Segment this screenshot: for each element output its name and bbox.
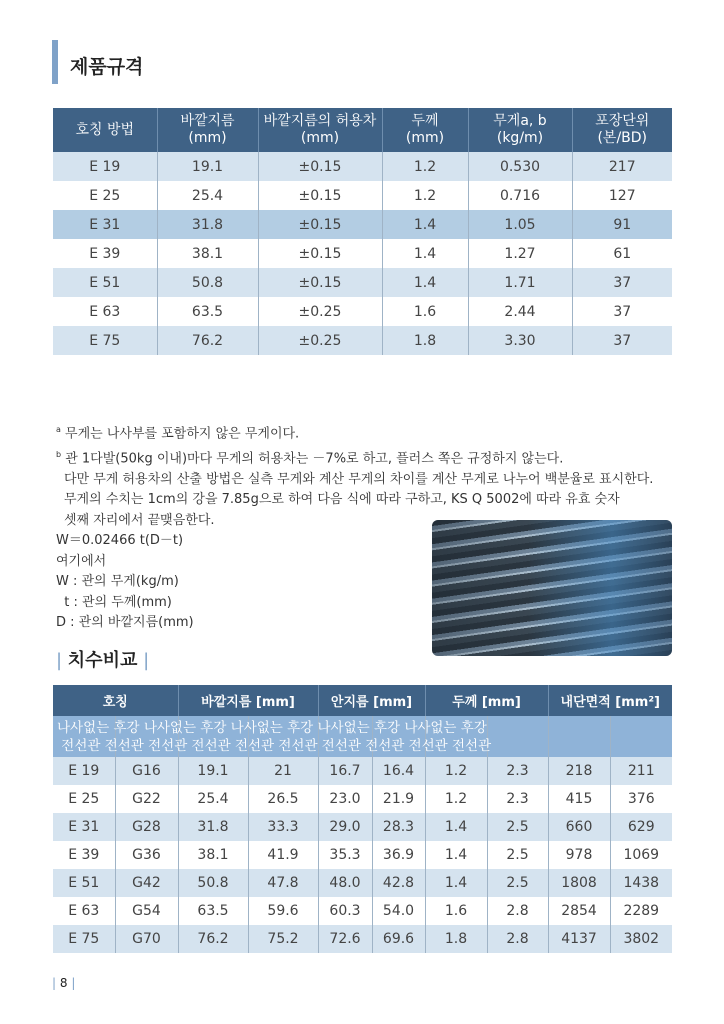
table-cell: G16	[115, 757, 178, 785]
formula-w: W : 관의 무게(kg/m)	[56, 574, 179, 590]
table-cell: 60.3	[318, 897, 372, 925]
table-cell: 2.44	[468, 297, 572, 326]
table-cell: 25.4	[157, 181, 258, 210]
table-cell: 37	[572, 268, 672, 297]
section-title-compare-text: 치수비교	[67, 650, 138, 671]
table-cell: 63.5	[178, 897, 248, 925]
compare-header: 안지름 [mm]	[318, 685, 425, 716]
table-row	[53, 869, 672, 897]
spec-header	[258, 108, 382, 152]
table-cell: 37	[572, 297, 672, 326]
table-row	[53, 785, 672, 813]
table-cell: 2.3	[487, 785, 548, 813]
table-cell: E 51	[68, 875, 100, 891]
table-cell: 38.1	[157, 239, 258, 268]
table-cell: 1.6	[425, 897, 487, 925]
table-cell: ±0.25	[258, 326, 382, 355]
conduit-pipes-photo	[432, 520, 672, 656]
table-cell: 61	[572, 239, 672, 268]
note-a-text: 무게는 나사부를 포함하지 않은 무게이다.	[65, 426, 300, 442]
table-cell: 21	[248, 757, 318, 785]
table-cell: 0.530	[468, 152, 572, 181]
page-number: | 8 |	[52, 976, 76, 990]
table-cell: E 51	[89, 274, 121, 291]
table-cell: 28.3	[372, 813, 425, 841]
section-accent-bar	[52, 40, 58, 84]
table-row	[53, 326, 672, 355]
table-cell: 3.30	[468, 326, 572, 355]
table-cell: 33.3	[248, 813, 318, 841]
note-a	[56, 420, 653, 445]
note-b-line2: 다만 무게 허용차의 산출 방법은 실측 무게와 계산 무게의 차이를 계산 무게로 나누어 백분율로 표시한다.	[64, 471, 654, 487]
table-cell: 1069	[610, 841, 672, 869]
table-cell: 1.8	[425, 925, 487, 953]
table-cell: 38.1	[178, 841, 248, 869]
compare-header: 바깥지름 [mm]	[178, 685, 318, 716]
table-row	[53, 268, 672, 297]
table-cell: 1438	[610, 869, 672, 897]
spec-header-label: 호칭 방법	[75, 121, 135, 138]
table-cell: 59.6	[248, 897, 318, 925]
table-cell: 31.8	[178, 813, 248, 841]
spec-header-label: 포장단위	[595, 113, 650, 129]
table-cell: E 75	[68, 931, 100, 947]
subheader-text	[57, 719, 491, 755]
note-b-line4: 셋째 자리에서 끝맺음한다.	[64, 512, 215, 528]
table-cell: G36	[115, 841, 178, 869]
table-cell: 35.3	[318, 841, 372, 869]
table-cell: 1808	[548, 869, 610, 897]
table-cell: E 39	[89, 245, 121, 262]
table-cell: 1.2	[425, 785, 487, 813]
subheader-line2: 전선관 전선관 전선관 전선관 전선관 전선관 전선관 전선관 전선관 전선관	[57, 738, 492, 754]
table-cell: ±0.15	[258, 239, 382, 268]
table-cell: E 63	[68, 903, 100, 919]
table-row	[53, 181, 672, 210]
table-cell: G28	[115, 813, 178, 841]
table-cell: 72.6	[318, 925, 372, 953]
table-cell: 26.5	[248, 785, 318, 813]
table-cell: 3802	[610, 925, 672, 953]
compare-header: 내단면적 [mm²]	[548, 685, 672, 716]
table-cell: G70	[115, 925, 178, 953]
table-cell: 69.6	[372, 925, 425, 953]
table-cell: E 75	[89, 332, 121, 349]
table-row	[53, 841, 672, 869]
table-cell: 1.6	[382, 297, 468, 326]
table-cell: E 25	[89, 187, 121, 204]
table-cell: 54.0	[372, 897, 425, 925]
table-cell: 2.5	[487, 813, 548, 841]
formula-where: 여기에서	[56, 553, 107, 569]
table-cell: 21.9	[372, 785, 425, 813]
section-title-compare: | 치수비교 |	[56, 650, 150, 671]
table-cell: 1.4	[425, 869, 487, 897]
page-number-text: 8	[59, 976, 68, 990]
table-cell: 978	[548, 841, 610, 869]
table-cell: 1.2	[382, 181, 468, 210]
table-row	[53, 152, 672, 181]
table-cell: 47.8	[248, 869, 318, 897]
spec-header	[382, 108, 468, 152]
table-cell: 16.4	[372, 757, 425, 785]
table-cell: 660	[548, 813, 610, 841]
table-row	[53, 210, 672, 239]
note-a-mark: a	[56, 425, 61, 434]
table-cell: 2.3	[487, 757, 548, 785]
table-cell: G22	[115, 785, 178, 813]
table-cell: E 25	[68, 791, 100, 807]
table-cell: 1.27	[468, 239, 572, 268]
table-cell: E 31	[68, 819, 100, 835]
table-cell: 1.4	[382, 268, 468, 297]
weight-formula: W＝0.02466 t(D－t)	[56, 533, 184, 549]
table-cell: 4137	[548, 925, 610, 953]
spec-table	[53, 108, 672, 355]
table-row	[53, 297, 672, 326]
table-cell: 629	[610, 813, 672, 841]
table-cell: 41.9	[248, 841, 318, 869]
table-cell: 218	[548, 757, 610, 785]
note-b-mark: b	[56, 449, 62, 459]
table-cell: E 39	[68, 847, 100, 863]
table-cell: 0.716	[468, 181, 572, 210]
table-cell: E 63	[89, 303, 121, 320]
table-row	[53, 925, 672, 953]
table-cell: 29.0	[318, 813, 372, 841]
spec-header	[468, 108, 572, 152]
spec-header-unit: (본/BD)	[597, 130, 648, 146]
subheader-line1: 나사없는 후강 나사없는 후강 나사없는 후강 나사없는 후강 나사없는 후강	[57, 720, 487, 736]
table-cell: G42	[115, 869, 178, 897]
spec-header-label: 두께	[411, 113, 439, 129]
table-cell: 1.05	[468, 210, 572, 239]
table-cell: 76.2	[157, 326, 258, 355]
table-cell: 2289	[610, 897, 672, 925]
table-cell: 50.8	[178, 869, 248, 897]
table-cell: 1.71	[468, 268, 572, 297]
table-cell: E 31	[89, 216, 121, 233]
note-b	[56, 445, 653, 470]
table-cell: 415	[548, 785, 610, 813]
table-row	[53, 813, 672, 841]
table-cell: 2.8	[487, 925, 548, 953]
table-cell: E 19	[89, 158, 121, 175]
table-cell: 1.4	[425, 841, 487, 869]
note-b-text: 관 1다발(50kg 이내)마다 무게의 허용차는 －7%로 하고, 플러스 쪽은 규정하지 않는다.	[65, 451, 564, 467]
table-cell: ±0.25	[258, 297, 382, 326]
table-cell: 19.1	[157, 152, 258, 181]
table-cell: 2.5	[487, 841, 548, 869]
spec-header-unit: (mm)	[188, 130, 227, 146]
spec-header-label: 바깥지름	[180, 113, 235, 129]
table-cell: ±0.15	[258, 181, 382, 210]
table-cell: 75.2	[248, 925, 318, 953]
table-cell: 19.1	[178, 757, 248, 785]
formula-d: D : 관의 바깥지름(mm)	[56, 615, 194, 631]
note-b-line3: 무게의 수치는 1cm의 강을 7.85g으로 하여 다음 식에 따라 구하고, KS Q 5002에 따라 유효 숫자	[64, 492, 620, 508]
table-cell: 1.4	[425, 813, 487, 841]
compare-header: 두께 [mm]	[425, 685, 548, 716]
table-cell: 76.2	[178, 925, 248, 953]
spec-header	[572, 108, 672, 152]
table-cell: 1.2	[382, 152, 468, 181]
spec-header	[157, 108, 258, 152]
spec-header-label: 바깥지름의 허용차	[263, 113, 377, 129]
table-cell: 16.7	[318, 757, 372, 785]
table-cell: G54	[115, 897, 178, 925]
spec-header-unit: (mm)	[300, 130, 340, 146]
table-cell: 2854	[548, 897, 610, 925]
table-row	[53, 897, 672, 925]
table-cell: 1.4	[382, 210, 468, 239]
table-cell: 127	[572, 181, 672, 210]
spec-header-label: 무게a, b	[493, 113, 547, 129]
table-cell: 50.8	[157, 268, 258, 297]
table-cell: 37	[572, 326, 672, 355]
table-cell: 25.4	[178, 785, 248, 813]
table-cell: 31.8	[157, 210, 258, 239]
spec-header-unit: (mm)	[405, 130, 445, 146]
table-cell: 48.0	[318, 869, 372, 897]
table-cell: ±0.15	[258, 268, 382, 297]
table-cell: 1.2	[425, 757, 487, 785]
table-cell: 2.5	[487, 869, 548, 897]
table-cell: 217	[572, 152, 672, 181]
table-cell: 1.8	[382, 326, 468, 355]
formula-t: t : 관의 두께(mm)	[56, 594, 172, 610]
table-cell: 2.8	[487, 897, 548, 925]
spec-header-unit: (kg/m)	[496, 130, 544, 146]
table-cell: 211	[610, 757, 672, 785]
table-row	[53, 239, 672, 268]
table-row	[53, 757, 672, 785]
table-cell: 23.0	[318, 785, 372, 813]
table-cell: 1.4	[382, 239, 468, 268]
table-cell: 376	[610, 785, 672, 813]
spec-header	[53, 108, 157, 152]
table-cell: E 19	[68, 763, 100, 779]
table-cell: 91	[572, 210, 672, 239]
table-cell: 63.5	[157, 297, 258, 326]
table-cell: 36.9	[372, 841, 425, 869]
table-cell: 42.8	[372, 869, 425, 897]
table-cell: ±0.15	[258, 152, 382, 181]
section-title-spec: 제품규격	[70, 56, 144, 78]
compare-header: 호칭	[53, 685, 178, 716]
table-cell: ±0.15	[258, 210, 382, 239]
